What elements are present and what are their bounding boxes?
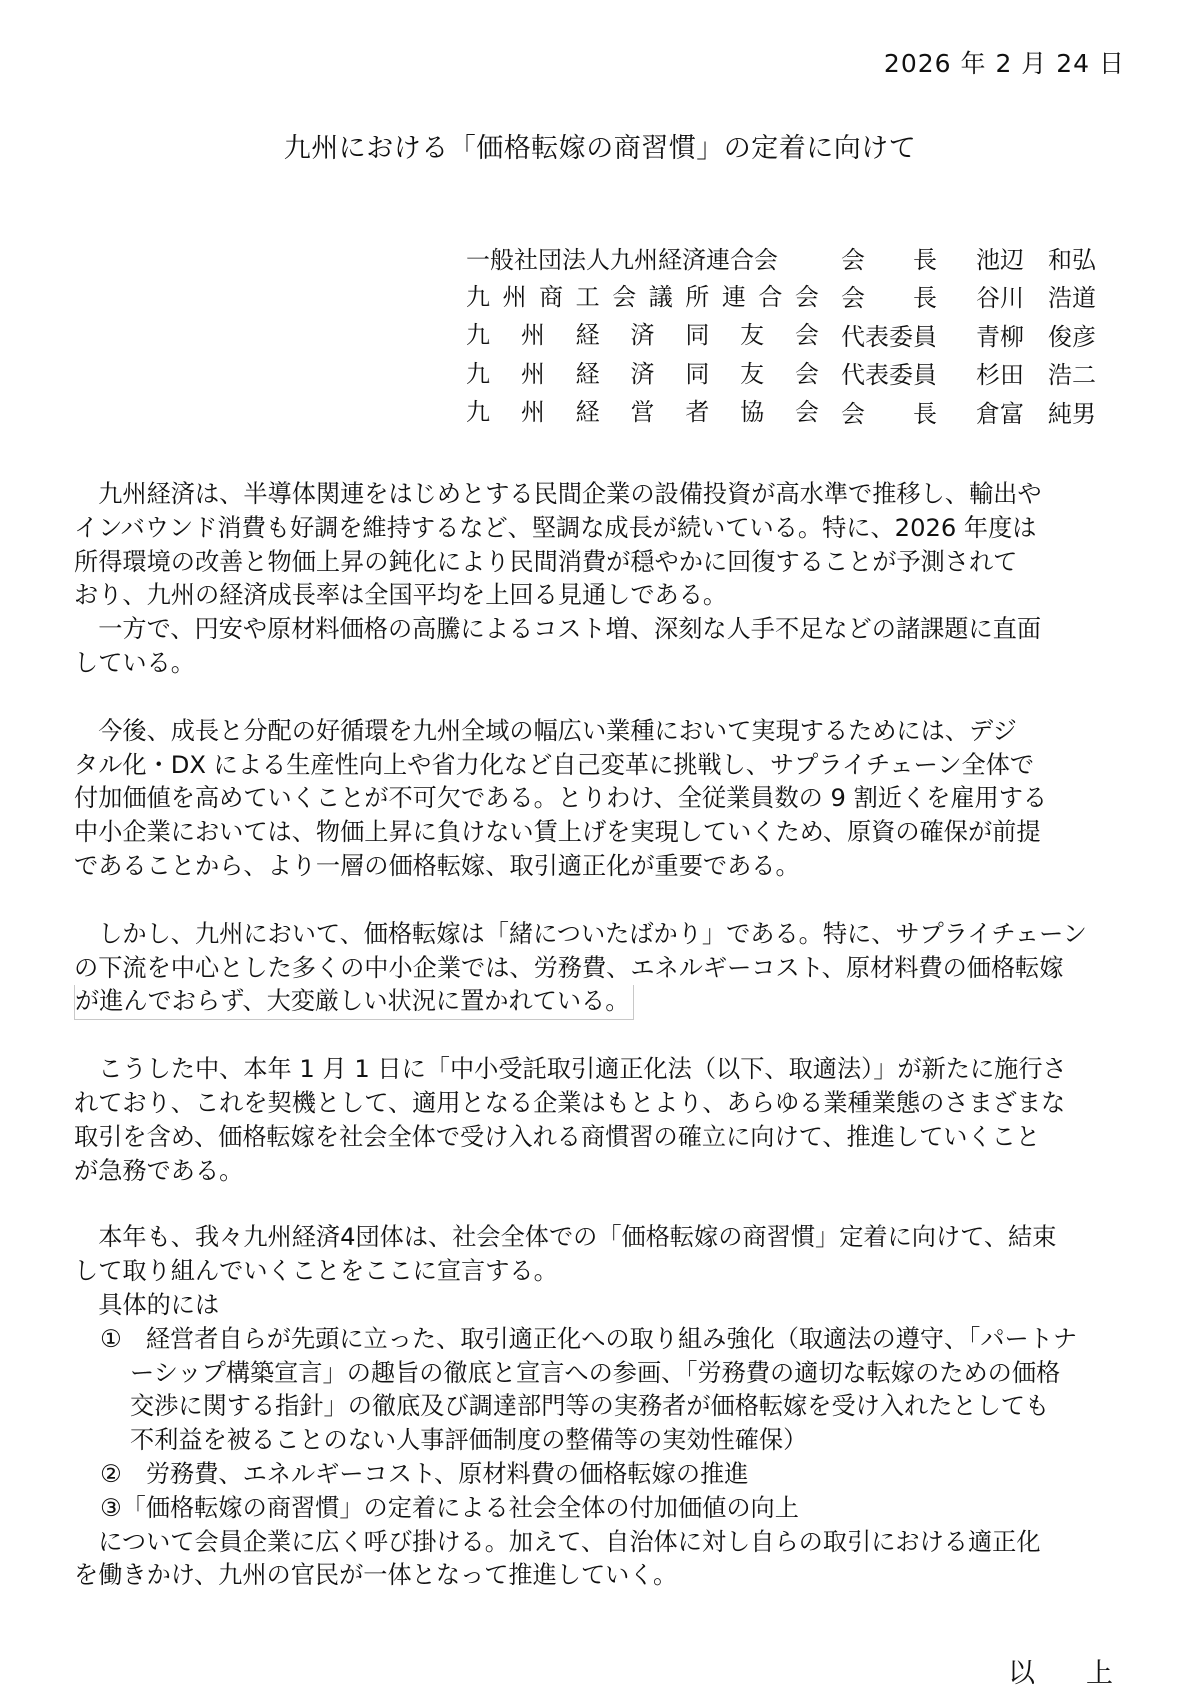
signatory-role: 会 長 <box>841 245 937 274</box>
text-line: インバウンド消費も好調を維持するなど、堅調な成長が続いている。特に、2026 年度は <box>74 513 1037 542</box>
text-line: 中小企業においては、物価上昇に負けない賃上げを実現していくため、原資の確保が前提 <box>74 818 1041 847</box>
paragraph-call-to-action <box>74 1526 1136 1594</box>
signatory-name: 倉富 純男 <box>976 399 1096 428</box>
text-line: 付加価値を高めていくことが不可欠である。とりわけ、全従業員数の 9 割近くを雇用する <box>74 784 1048 813</box>
signatory-name: 青柳 俊彦 <box>976 322 1096 351</box>
text-line: 不利益を被ることのない人事評価制度の整備等の実効性確保） <box>130 1426 808 1455</box>
action-item-3: ③「価格転嫁の商習慣」の定着による社会全体の付加価値の向上 <box>100 1493 799 1522</box>
signatory-organization: 九 州 経 済 同 友 会 <box>466 359 819 388</box>
text-line: を働きかけ、九州の官民が一体となって推進していく。 <box>74 1561 678 1590</box>
text-line: の下流を中心とした多くの中小企業では、労務費、エネルギーコスト、原材料費の価格転嫁 <box>74 953 1064 982</box>
text-line: 九州経済は、半導体関連をはじめとする民間企業の設備投資が高水準で推移し、輸出や <box>74 480 1042 508</box>
paragraph-challenges <box>74 613 1136 681</box>
signatory-row <box>466 238 1101 277</box>
paragraph-declaration <box>74 1221 1136 1322</box>
signatory-table <box>466 238 1101 431</box>
signatory-role: 代表委員 <box>841 361 937 390</box>
signatory-row <box>466 392 1101 431</box>
signatory-organization: 九 州 経 済 同 友 会 <box>466 321 819 349</box>
signatory-role: 会 長 <box>841 399 937 428</box>
signatory-name: 杉田 浩二 <box>976 361 1096 390</box>
signatory-organization: 九 州 経 営 者 協 会 <box>466 398 819 426</box>
text-line: している。 <box>74 648 195 677</box>
text-line: 本年も、我々九州経済4団体は、社会全体での「価格転嫁の商習慣」定着に向けて、結束 <box>74 1223 1057 1252</box>
signatory-name: 谷川 浩道 <box>976 284 1096 313</box>
text-line: について会員企業に広く呼び掛ける。加えて、自治体に対し自らの取引における適正化 <box>74 1527 1041 1556</box>
text-line: ーシップ構築宣言」の趣旨の徹底と宣言への参画、「労務費の適切な転嫁のための価格 <box>130 1358 1061 1387</box>
document-title: 九州における「価格転嫁の商習慣」の定着に向けて <box>283 133 917 164</box>
signatory-role: 会 長 <box>841 284 937 313</box>
signatory-organization: 九 州 商 工 会 議 所 連 合 会 <box>466 282 819 311</box>
signatory-row <box>466 277 1101 316</box>
text-line: しかし、九州において、価格転嫁は「緒についたばかり」である。特に、サプライチェーン <box>74 919 1087 948</box>
text-line: が急務である。 <box>74 1156 244 1185</box>
document-date: 2026 年 2 月 24 日 <box>883 49 1125 78</box>
text-line: 取引を含め、価格転嫁を社会全体で受け入れる商慣習の確立に向けて、推進していくこと <box>74 1122 1041 1151</box>
action-item-2: ② 労務費、エネルギーコスト、原材料費の価格転嫁の推進 <box>100 1459 749 1488</box>
text-line: 一方で、円安や原材料価格の高騰によるコスト増、深刻な人手不足などの諸課題に直面 <box>74 615 1042 644</box>
paragraph-transformation <box>74 715 1136 884</box>
highlight-box: が進んでおらず、大変厳しい状況に置かれている。 <box>74 985 634 1020</box>
text-line <box>74 985 1136 1020</box>
text-line: 具体的には <box>74 1290 220 1319</box>
closing-mark: 以 上 <box>1008 1658 1125 1689</box>
paragraph-economy <box>74 478 1136 613</box>
text-line: おり、九州の経済成長率は全国平均を上回る見通しである。 <box>74 581 728 610</box>
signatory-row <box>466 315 1101 354</box>
text-line: れており、これを契機として、適用となる企業はもとより、あらゆる業種業態のさまざまな <box>74 1088 1066 1117</box>
text-line: であることから、より一層の価格転嫁、取引適正化が重要である。 <box>74 851 800 880</box>
text-line: 所得環境の改善と物価上昇の鈍化により民間消費が穏やかに回復することが予測されて <box>74 547 1018 576</box>
signatory-role: 代表委員 <box>841 322 937 351</box>
text-line: 今後、成長と分配の好循環を九州全域の幅広い業種において実現するためには、デジ <box>74 716 1017 745</box>
text-line: タル化・DX による生産性向上や省力化など自己変革に挑戦し、サプライチェーン全体で <box>74 750 1035 779</box>
paragraph-new-law <box>74 1053 1136 1188</box>
document-body <box>74 478 1136 1593</box>
action-item-1 <box>74 1323 1136 1458</box>
signatory-organization: 一般社団法人九州経済連合会 <box>466 245 778 274</box>
text-line: 交渉に関する指針」の徹底及び調達部門等の実務者が価格転嫁を受け入れたとしても <box>130 1392 1050 1421</box>
text-line: こうした中、本年 1 月 1 日に「中小受託取引適正化法（以下、取適法）」が新たに施行さ <box>74 1055 1067 1084</box>
signatory-row <box>466 354 1101 393</box>
signatory-name: 池辺 和弘 <box>976 245 1096 274</box>
text-line: ① 経営者自らが先頭に立った、取引適正化への取り組み強化（取適法の遵守、「パートナ <box>100 1324 1078 1353</box>
paragraph-price-pass-through <box>74 918 1136 1020</box>
text-line: して取り組んでいくことをここに宣言する。 <box>74 1257 558 1286</box>
